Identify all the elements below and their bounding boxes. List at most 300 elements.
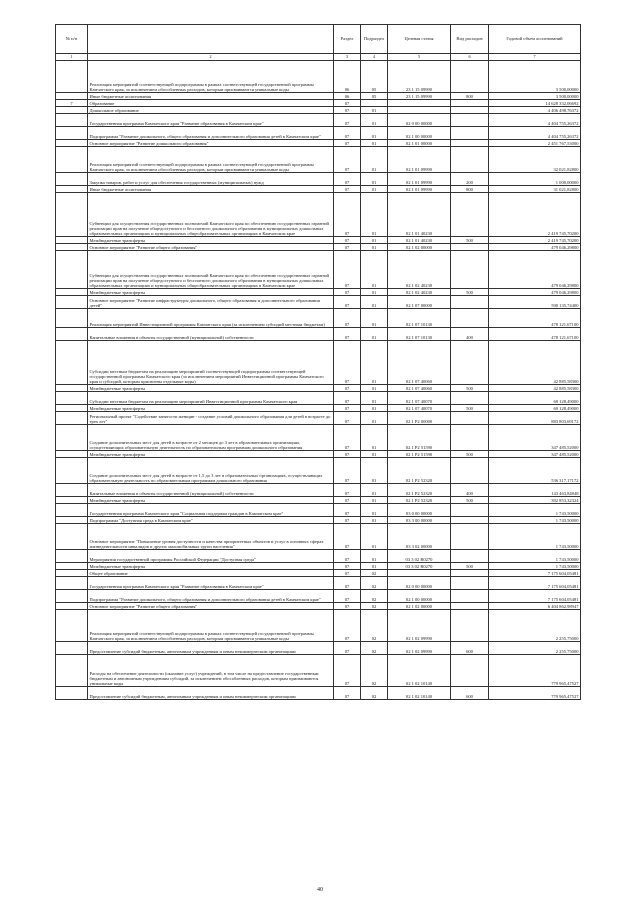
table-row xyxy=(56,147,581,173)
column-number: 3 xyxy=(334,54,361,61)
table-row xyxy=(56,237,581,244)
row-target-cell: 02 1 01 00000 xyxy=(388,140,451,147)
row-target-cell: 03 3 02 R0270 xyxy=(388,563,451,570)
row-subsection-cell: 01 xyxy=(361,425,388,451)
row-target-cell: 02 1 01 09990 xyxy=(388,186,451,193)
row-amount-cell: 779 965,47527 xyxy=(489,687,581,700)
row-name-cell: Реализация мероприятий соответствующей подпрограммы в рамках соответствующей государственной программы Камчатского края, за исключением обособленных расходов, которым присваиваются уникальные коды xyxy=(88,61,334,93)
row-name-cell: Государственная программа Камчатского края "Развитие образования в Камчатском крае" xyxy=(88,577,334,590)
row-name-cell: Межбюджетные трансферты xyxy=(88,563,334,570)
table-row xyxy=(56,570,581,577)
table-row xyxy=(56,186,581,193)
row-target-cell: 02 1 01 09990 xyxy=(388,147,451,173)
row-num-cell xyxy=(56,296,88,309)
table-row xyxy=(56,114,581,127)
row-num-cell xyxy=(56,590,88,603)
row-subsection-cell: 01 xyxy=(361,107,388,114)
row-target-cell: 23 1 15 09990 xyxy=(388,93,451,100)
row-target-cell: 02 1 P2 52320 xyxy=(388,458,451,484)
row-name-cell: Региональный проект "Содействие занятости женщин - создание условий дошкольного образования для детей в возрасте до трех лет" xyxy=(88,412,334,425)
row-amount-cell: 478 121,67100 xyxy=(489,309,581,328)
row-num-cell xyxy=(56,140,88,147)
row-subsection-cell: 01 xyxy=(361,309,388,328)
row-subsection-cell: 01 xyxy=(361,289,388,296)
row-subsection-cell: 01 xyxy=(361,140,388,147)
table-row xyxy=(56,251,581,289)
row-exptype-cell xyxy=(451,140,489,147)
row-exptype-cell xyxy=(451,341,489,385)
row-subsection-cell: 01 xyxy=(361,127,388,140)
row-section-cell: 07 xyxy=(334,309,361,328)
table-row xyxy=(56,550,581,563)
row-name-cell: Общее образование xyxy=(88,570,334,577)
row-target-cell: 02 1 07 40060 xyxy=(388,341,451,385)
row-target-cell xyxy=(388,107,451,114)
row-amount-cell: 1 743,50000 xyxy=(489,504,581,517)
row-num-cell xyxy=(56,127,88,140)
row-subsection-cell: 01 xyxy=(361,114,388,127)
row-amount-cell: 479 046,29800 xyxy=(489,251,581,289)
row-subsection-cell: 01 xyxy=(361,173,388,186)
row-amount-cell: 1 743,50000 xyxy=(489,563,581,570)
row-amount-cell: 7 175 604,05481 xyxy=(489,570,581,577)
row-exptype-cell xyxy=(451,147,489,173)
row-amount-cell: 4 404 755,26372 xyxy=(489,114,581,127)
row-section-cell: 07 xyxy=(334,458,361,484)
row-exptype-cell: 800 xyxy=(451,186,489,193)
row-name-cell: Субвенции для осуществления государственных полномочий Камчатского края по обеспечению государственных гарантий реализации прав на получение общедоступного и бесплатного дошкольного образования в муниципальных дошкольных образовательных организациях и муниципальных общеобразовательных организациях в Камчатском крае xyxy=(88,251,334,289)
row-name-cell: Иные бюджетные ассигнования xyxy=(88,93,334,100)
row-num-cell xyxy=(56,524,88,550)
row-amount-cell: 69 128,49000 xyxy=(489,392,581,405)
row-section-cell: 07 xyxy=(334,425,361,451)
table-row xyxy=(56,603,581,610)
row-target-cell: 02 1 02 40230 xyxy=(388,289,451,296)
row-exptype-cell: 500 xyxy=(451,405,489,412)
row-target-cell: 02 1 07 10130 xyxy=(388,309,451,328)
table-body xyxy=(56,61,581,700)
budget-sheet xyxy=(55,24,580,700)
table-row xyxy=(56,173,581,186)
table-row xyxy=(56,61,581,93)
row-section-cell: 07 xyxy=(334,140,361,147)
row-amount-cell: 42 885,58300 xyxy=(489,385,581,392)
row-exptype-cell xyxy=(451,517,489,524)
row-name-cell: Расходы на обеспечение деятельности (оказание услуг) учреждений, в том числе на предоставление государственным бюджетным и автономным учреждениям субсидий, за исключением обособленных расходов, которым присваиваются уникальные коды xyxy=(88,655,334,687)
row-name-cell: Межбюджетные трансферты xyxy=(88,289,334,296)
row-target-cell xyxy=(388,570,451,577)
row-name-cell: Предоставление субсидий бюджетным, автономным учреждениям и иным некоммерческим организациям xyxy=(88,687,334,700)
row-num-cell xyxy=(56,504,88,517)
column-number: 1 xyxy=(56,54,88,61)
row-num-cell: 7 xyxy=(56,100,88,107)
row-name-cell: Предоставление субсидий бюджетным, автономным учреждениям и иным некоммерческим организациям xyxy=(88,642,334,655)
table-row xyxy=(56,296,581,309)
row-exptype-cell: 500 xyxy=(451,385,489,392)
row-target-cell: 02 1 00 00000 xyxy=(388,590,451,603)
row-target-cell: 02 1 P2 51590 xyxy=(388,451,451,458)
row-exptype-cell xyxy=(451,603,489,610)
row-section-cell: 07 xyxy=(334,251,361,289)
row-exptype-cell: 800 xyxy=(451,93,489,100)
row-subsection-cell xyxy=(361,100,388,107)
row-section-cell: 07 xyxy=(334,524,361,550)
row-amount-cell: 2 255,75000 xyxy=(489,642,581,655)
row-section-cell: 07 xyxy=(334,385,361,392)
row-num-cell xyxy=(56,603,88,610)
row-exptype-cell xyxy=(451,655,489,687)
row-subsection-cell: 01 xyxy=(361,451,388,458)
row-exptype-cell xyxy=(451,577,489,590)
row-subsection-cell: 05 xyxy=(361,61,388,93)
row-amount-cell: 1 743,50000 xyxy=(489,517,581,524)
row-name-cell: Межбюджетные трансферты xyxy=(88,497,334,504)
row-num-cell xyxy=(56,610,88,642)
row-section-cell: 07 xyxy=(334,341,361,385)
row-section-cell: 07 xyxy=(334,289,361,296)
row-exptype-cell: 500 xyxy=(451,451,489,458)
table-row xyxy=(56,412,581,425)
row-target-cell xyxy=(388,100,451,107)
table-row xyxy=(56,385,581,392)
row-num-cell xyxy=(56,193,88,237)
row-target-cell: 02 1 02 10140 xyxy=(388,687,451,700)
row-section-cell: 07 xyxy=(334,570,361,577)
row-section-cell: 07 xyxy=(334,655,361,687)
row-exptype-cell xyxy=(451,244,489,251)
row-target-cell: 03 3 02 R0270 xyxy=(388,550,451,563)
row-exptype-cell xyxy=(451,251,489,289)
row-section-cell: 07 xyxy=(334,610,361,642)
table-row xyxy=(56,341,581,385)
row-section-cell: 07 xyxy=(334,127,361,140)
row-section-cell: 06 xyxy=(334,61,361,93)
row-target-cell: 02 1 07 40060 xyxy=(388,385,451,392)
row-num-cell xyxy=(56,341,88,385)
row-amount-cell: 1 743,50000 xyxy=(489,550,581,563)
table-row xyxy=(56,193,581,237)
row-section-cell: 07 xyxy=(334,186,361,193)
row-num-cell xyxy=(56,550,88,563)
row-num-cell xyxy=(56,244,88,251)
row-section-cell: 07 xyxy=(334,405,361,412)
row-target-cell: 02 1 02 10140 xyxy=(388,655,451,687)
row-amount-cell: 479 046,29800 xyxy=(489,244,581,251)
row-target-cell: 02 1 P2 00000 xyxy=(388,412,451,425)
row-target-cell: 03 0 00 00000 xyxy=(388,504,451,517)
row-section-cell: 07 xyxy=(334,517,361,524)
table-row xyxy=(56,100,581,107)
row-amount-cell: 7 175 604,05481 xyxy=(489,590,581,603)
budget-table xyxy=(55,24,581,700)
row-target-cell: 02 1 02 00000 xyxy=(388,603,451,610)
row-exptype-cell xyxy=(451,296,489,309)
row-exptype-cell xyxy=(451,524,489,550)
row-subsection-cell: 01 xyxy=(361,412,388,425)
row-section-cell: 07 xyxy=(334,412,361,425)
header-subsection: Подраздел xyxy=(361,25,388,54)
row-exptype-cell xyxy=(451,61,489,93)
row-name-cell: Государственная программа Камчатского края "Социальная поддержка граждан в Камчатском крае" xyxy=(88,504,334,517)
row-amount-cell: 42 885,58300 xyxy=(489,341,581,385)
row-target-cell: 02 0 00 00000 xyxy=(388,577,451,590)
column-number: 5 xyxy=(388,54,451,61)
header-amount: Годовой объем ассигнований xyxy=(489,25,581,54)
row-name-cell: Реализация мероприятий Инвестиционной программы Камчатского края (за исключением субсидий местным бюджетам) xyxy=(88,309,334,328)
row-name-cell: Субсидии местным бюджетам на реализацию мероприятий соответствующей подпрограммы соответствующей государственной программы Камчатского края (за исключением мероприятий Инвестиционной программы Камчатского края и субсидий, которым присвоены отдельные коды) xyxy=(88,341,334,385)
row-target-cell: 02 1 02 00000 xyxy=(388,244,451,251)
table-row xyxy=(56,451,581,458)
row-amount-cell: 883 803,69172 xyxy=(489,412,581,425)
row-num-cell xyxy=(56,114,88,127)
row-subsection-cell: 01 xyxy=(361,524,388,550)
row-section-cell: 07 xyxy=(334,577,361,590)
table-row xyxy=(56,405,581,412)
row-exptype-cell: 200 xyxy=(451,173,489,186)
row-section-cell: 07 xyxy=(334,687,361,700)
row-amount-cell: 536 317,17172 xyxy=(489,458,581,484)
row-num-cell xyxy=(56,147,88,173)
row-amount-cell: 4 406 498,76372 xyxy=(489,107,581,114)
row-amount-cell: 143 463,84848 xyxy=(489,484,581,497)
row-subsection-cell: 01 xyxy=(361,458,388,484)
row-name-cell: Капитальные вложения в объекты государственной (муниципальной) собственности xyxy=(88,484,334,497)
row-num-cell xyxy=(56,451,88,458)
row-subsection-cell: 02 xyxy=(361,570,388,577)
header-section: Раздел xyxy=(334,25,361,54)
row-section-cell: 07 xyxy=(334,563,361,570)
row-amount-cell: 392 853,32324 xyxy=(489,497,581,504)
column-number: 2 xyxy=(88,54,334,61)
row-name-cell: Капитальные вложения в объекты государственной (муниципальной) собственности xyxy=(88,328,334,341)
row-exptype-cell: 600 xyxy=(451,687,489,700)
table-row xyxy=(56,655,581,687)
row-amount-cell: 4 404 755,26372 xyxy=(489,127,581,140)
row-section-cell: 07 xyxy=(334,173,361,186)
row-subsection-cell: 01 xyxy=(361,497,388,504)
row-num-cell xyxy=(56,385,88,392)
row-exptype-cell: 500 xyxy=(451,563,489,570)
row-amount-cell: 2 419 745,70200 xyxy=(489,193,581,237)
row-target-cell: 02 1 01 09990 xyxy=(388,173,451,186)
row-target-cell: 03 3 00 00000 xyxy=(388,517,451,524)
row-exptype-cell: 600 xyxy=(451,642,489,655)
row-num-cell xyxy=(56,642,88,655)
row-exptype-cell xyxy=(451,114,489,127)
row-exptype-cell xyxy=(451,127,489,140)
table-row xyxy=(56,687,581,700)
row-exptype-cell: 400 xyxy=(451,484,489,497)
row-subsection-cell: 01 xyxy=(361,237,388,244)
row-name-cell: Основное мероприятие "Повышение уровня доступности и качества приоритетных объектов и услуг в основных сферах жизнедеятельности инвалидов и других маломобильных групп населения" xyxy=(88,524,334,550)
table-row xyxy=(56,392,581,405)
row-name-cell: Основное мероприятие "Развитие инфраструктуры дошкольного, общего образования и дополнительного образования детей" xyxy=(88,296,334,309)
row-name-cell: Закупка товаров, работ и услуг для обеспечения государственных (муниципальных) нужд xyxy=(88,173,334,186)
row-target-cell: 02 1 01 40230 xyxy=(388,193,451,237)
row-num-cell xyxy=(56,107,88,114)
row-subsection-cell: 01 xyxy=(361,296,388,309)
row-name-cell: Межбюджетные трансферты xyxy=(88,385,334,392)
row-exptype-cell xyxy=(451,107,489,114)
table-row xyxy=(56,497,581,504)
row-subsection-cell: 02 xyxy=(361,577,388,590)
row-section-cell: 07 xyxy=(334,107,361,114)
row-subsection-cell: 02 xyxy=(361,687,388,700)
row-subsection-cell: 01 xyxy=(361,405,388,412)
row-target-cell: 02 1 02 40230 xyxy=(388,251,451,289)
row-name-cell: Создание дополнительных мест для детей в возрасте от 1,5 до 3 лет в образовательных организациях, осуществляющих образовательную деятельность по образовательным программам дошкольного образования xyxy=(88,458,334,484)
row-target-cell: 02 1 02 09990 xyxy=(388,610,451,642)
row-target-cell: 02 0 00 00000 xyxy=(388,114,451,127)
row-target-cell: 03 3 02 00000 xyxy=(388,524,451,550)
table-row xyxy=(56,610,581,642)
row-target-cell: 02 1 07 00000 xyxy=(388,296,451,309)
row-exptype-cell xyxy=(451,570,489,577)
table-row xyxy=(56,458,581,484)
row-exptype-cell xyxy=(451,412,489,425)
table-row xyxy=(56,642,581,655)
header-row xyxy=(56,25,581,54)
row-name-cell: Реализация мероприятий соответствующей подпрограммы в рамках соответствующей государственной программы Камчатского края, за исключением обособленных расходов, которым присваиваются уникальные коды xyxy=(88,610,334,642)
row-amount-cell: 1 000,00000 xyxy=(489,173,581,186)
row-subsection-cell: 01 xyxy=(361,392,388,405)
row-amount-cell: 1 743,50000 xyxy=(489,524,581,550)
row-amount-cell: 3 500,00000 xyxy=(489,61,581,93)
row-num-cell xyxy=(56,251,88,289)
row-num-cell xyxy=(56,412,88,425)
row-section-cell: 07 xyxy=(334,484,361,497)
row-name-cell: Создание дополнительных мест для детей в возрасте от 2 месяцев до 3 лет в образовательных организациях, осуществляющих образовательную деятельность по образовательным программам дошкольного образования xyxy=(88,425,334,451)
row-name-cell: Основное мероприятие "Развитие общего образования" xyxy=(88,603,334,610)
row-name-cell: Межбюджетные трансферты xyxy=(88,451,334,458)
row-name-cell: Подпрограмма "Развитие дошкольного, общего образования и дополнительного образования детей в Камчатском крае" xyxy=(88,127,334,140)
row-num-cell xyxy=(56,570,88,577)
row-section-cell: 07 xyxy=(334,504,361,517)
row-num-cell xyxy=(56,186,88,193)
table-row xyxy=(56,107,581,114)
row-subsection-cell: 01 xyxy=(361,563,388,570)
row-section-cell: 07 xyxy=(334,296,361,309)
row-subsection-cell: 01 xyxy=(361,550,388,563)
row-exptype-cell: 500 xyxy=(451,289,489,296)
row-exptype-cell xyxy=(451,610,489,642)
column-number: 7 xyxy=(489,54,581,61)
row-target-cell: 02 1 07 40070 xyxy=(388,392,451,405)
row-num-cell xyxy=(56,484,88,497)
row-num-cell xyxy=(56,309,88,328)
table-row xyxy=(56,590,581,603)
row-subsection-cell: 01 xyxy=(361,504,388,517)
row-subsection-cell: 02 xyxy=(361,590,388,603)
table-row xyxy=(56,504,581,517)
row-name-cell: Межбюджетные трансферты xyxy=(88,237,334,244)
row-num-cell xyxy=(56,517,88,524)
row-exptype-cell xyxy=(451,590,489,603)
row-target-cell: 02 1 01 40230 xyxy=(388,237,451,244)
row-exptype-cell xyxy=(451,550,489,563)
row-name-cell: Субвенции для осуществления государственных полномочий Камчатского края по обеспечению государственных гарантий реализации прав на получение общедоступного и бесплатного дошкольного образования в муниципальных дошкольных образовательных организациях и муниципальных общеобразовательных организациях в Камчатском крае xyxy=(88,193,334,237)
row-target-cell: 02 1 00 00000 xyxy=(388,127,451,140)
row-name-cell: Мероприятия государственной программы Российской Федерации "Доступная среда" xyxy=(88,550,334,563)
row-subsection-cell: 02 xyxy=(361,603,388,610)
row-amount-cell: 3 500,00000 xyxy=(489,93,581,100)
row-name-cell: Подпрограмма "Доступная среда в Камчатском крае" xyxy=(88,517,334,524)
row-exptype-cell xyxy=(451,458,489,484)
row-section-cell: 07 xyxy=(334,193,361,237)
row-target-cell: 02 1 P2 51590 xyxy=(388,425,451,451)
row-subsection-cell: 01 xyxy=(361,244,388,251)
row-exptype-cell xyxy=(451,193,489,237)
row-num-cell xyxy=(56,563,88,570)
row-amount-cell: 69 128,49000 xyxy=(489,405,581,412)
row-num-cell xyxy=(56,289,88,296)
row-amount-cell: 347 485,52000 xyxy=(489,451,581,458)
row-target-cell: 02 1 02 09990 xyxy=(388,642,451,655)
row-amount-cell: 6 404 862,98947 xyxy=(489,603,581,610)
table-row xyxy=(56,127,581,140)
row-section-cell: 07 xyxy=(334,550,361,563)
row-section-cell: 07 xyxy=(334,114,361,127)
row-name-cell: Субсидии местным бюджетам на реализацию мероприятий Инвестиционной программы Камчатского края xyxy=(88,392,334,405)
row-amount-cell: 478 121,67100 xyxy=(489,328,581,341)
row-subsection-cell: 02 xyxy=(361,610,388,642)
row-target-cell: 02 1 07 10130 xyxy=(388,328,451,341)
row-name-cell: Основное мероприятие "Развитие дошкольного образования" xyxy=(88,140,334,147)
row-subsection-cell: 01 xyxy=(361,186,388,193)
row-num-cell xyxy=(56,405,88,412)
table-row xyxy=(56,289,581,296)
row-exptype-cell xyxy=(451,392,489,405)
row-target-cell: 02 1 P2 52320 xyxy=(388,484,451,497)
row-subsection-cell: 01 xyxy=(361,484,388,497)
row-num-cell xyxy=(56,577,88,590)
row-amount-cell: 2 255,75000 xyxy=(489,610,581,642)
row-section-cell: 07 xyxy=(334,244,361,251)
row-amount-cell: 2 419 745,70200 xyxy=(489,237,581,244)
header-exptype: Вид расходов xyxy=(451,25,489,54)
row-name-cell: Иные бюджетные ассигнования xyxy=(88,186,334,193)
row-num-cell xyxy=(56,61,88,93)
row-num-cell xyxy=(56,392,88,405)
row-exptype-cell: 500 xyxy=(451,497,489,504)
row-name-cell: Основное мероприятие "Развитие общего образования" xyxy=(88,244,334,251)
row-exptype-cell xyxy=(451,504,489,517)
row-amount-cell: 779 965,47527 xyxy=(489,655,581,687)
row-subsection-cell: 01 xyxy=(361,517,388,524)
header-name xyxy=(88,25,334,54)
row-section-cell: 07 xyxy=(334,100,361,107)
row-name-cell: Образование xyxy=(88,100,334,107)
row-num-cell xyxy=(56,655,88,687)
row-subsection-cell: 01 xyxy=(361,251,388,289)
row-amount-cell: 590 135,74400 xyxy=(489,296,581,309)
row-name-cell: Реализация мероприятий соответствующей подпрограммы в рамках соответствующей государственной программы Камчатского края, за исключением обособленных расходов, которым присваиваются уникальные коды xyxy=(88,147,334,173)
row-name-cell: Дошкольное образование xyxy=(88,107,334,114)
table-row xyxy=(56,309,581,328)
row-name-cell: Подпрограмма "Развитие дошкольного, общего образования и дополнительного образования детей в Камчатском крае" xyxy=(88,590,334,603)
row-section-cell: 07 xyxy=(334,590,361,603)
table-row xyxy=(56,140,581,147)
row-section-cell: 07 xyxy=(334,392,361,405)
row-name-cell: Государственная программа Камчатского края "Развитие образования в Камчатском крае" xyxy=(88,114,334,127)
row-name-cell: Межбюджетные трансферты xyxy=(88,405,334,412)
row-amount-cell: 14 628 332,06692 xyxy=(489,100,581,107)
row-target-cell: 23 1 15 09990 xyxy=(388,61,451,93)
row-section-cell: 07 xyxy=(334,328,361,341)
row-subsection-cell: 02 xyxy=(361,642,388,655)
row-exptype-cell xyxy=(451,309,489,328)
row-subsection-cell: 01 xyxy=(361,147,388,173)
